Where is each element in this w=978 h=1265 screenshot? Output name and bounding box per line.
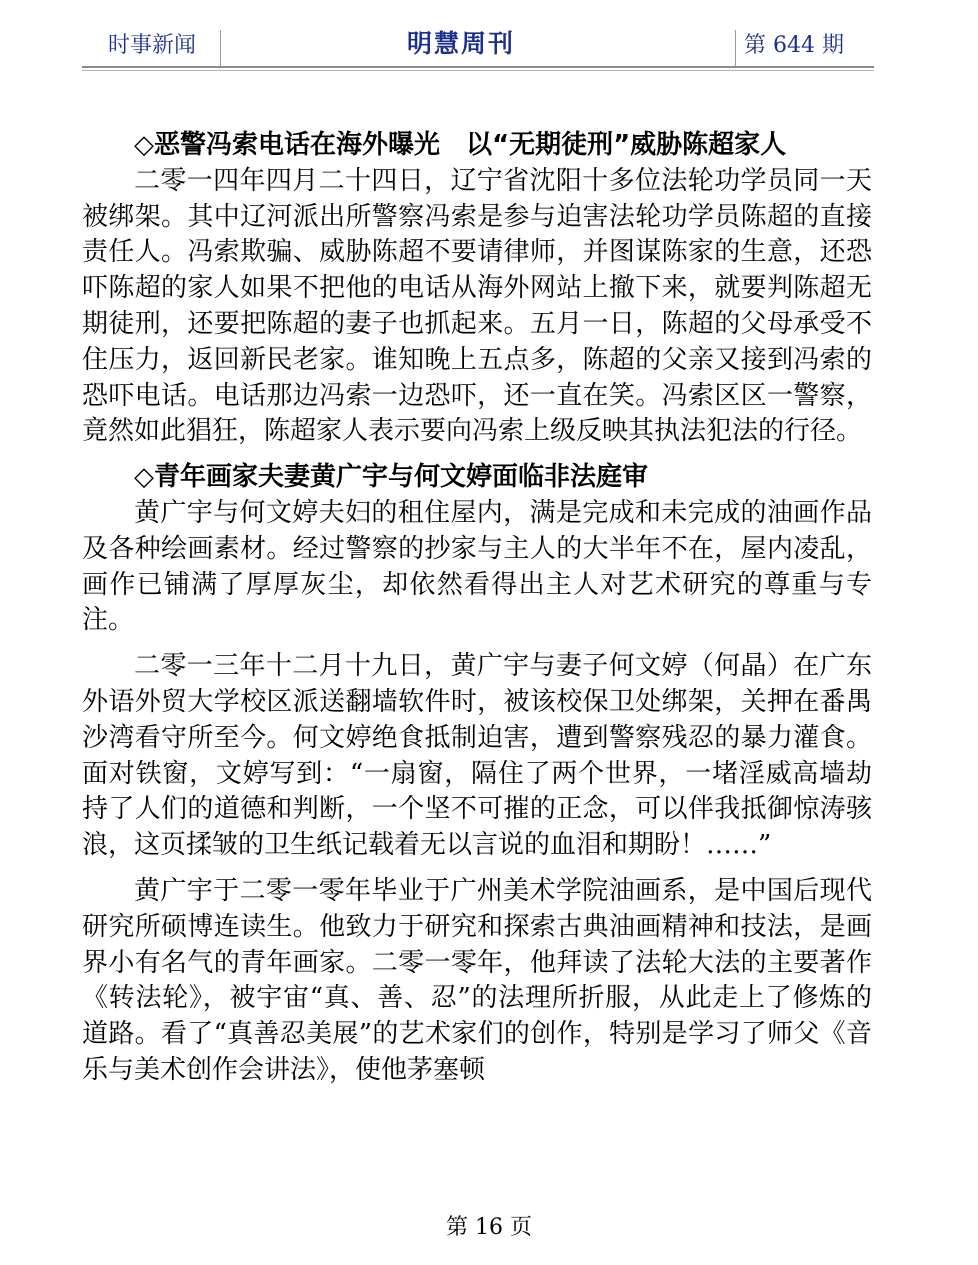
header-divider	[735, 30, 736, 66]
article-paragraph: 黄广宇与何文婷夫妇的租住屋内，满是完成和未完成的油画作品及各种绘画素材。经过警察的抄家与主人的大半年不在，屋内凌乱，画作已铺满了厚厚灰尘，却依然看得出主人对艺术研究的尊重与专注。	[82, 497, 872, 636]
issue-number: 第 644 期	[744, 33, 844, 58]
header-rule	[82, 70, 874, 71]
header-divider	[220, 30, 221, 66]
article-paragraph: 二零一三年十二月十九日，黄广宇与妻子何文婷（何晶）在广东外语外贸大学校区派送翻墙软件时，被该校保卫处绑架，关押在番禺沙湾看守所至今。何文婷绝食抵制迫害，遭到警察残忍的暴力灌食。面对铁窗，文婷写到：“一扇窗，隔住了两个世界，一堵淫威高墙劫持了人们的道德和判断，一个坚不可摧的正念，可以伴我抵御惊涛骇浪，这页揉皱的卫生纸记载着无以言说的血泪和期盼！……”	[82, 651, 872, 861]
article-body	[82, 128, 872, 1089]
page-number: 第 16 页	[446, 1215, 532, 1240]
article-paragraph: 二零一四年四月二十四日，辽宁省沈阳十多位法轮功学员同一天被绑架。其中辽河派出所警察冯索是参与迫害法轮功学员陈超的直接责任人。冯索欺骗、威胁陈超不要请律师，并图谋陈家的生意，还恐吓陈超的家人如果不把他的电话从海外网站上撤下来，就要判陈超无期徒刑，还要把陈超的妻子也抓起来。五月一日，陈超的父母承受不住压力，返回新民老家。谁知晚上五点多，陈超的父亲又接到冯索的恐吓电话。电话那边冯索一边恐吓，还一直在笑。冯索区区一警察，竟然如此猖狂，陈超家人表示要向冯索上级反映其执法犯法的行径。	[82, 165, 872, 447]
article-title: ◇青年画家夫妻黄广宇与何文婷面临非法庭审	[134, 462, 648, 493]
publication-masthead: 明慧周刊	[407, 29, 516, 58]
section-label: 时事新闻	[108, 33, 197, 58]
page-header	[82, 24, 874, 68]
article-title: ◇恶警冯索电话在海外曝光 以“无期徒刑”威胁陈超家人	[134, 130, 787, 160]
article-paragraph: 黄广宇于二零一零年毕业于广州美术学院油画系，是中国后现代研究所硕博连读生。他致力于研究和探索古典油画精神和技法，是画界小有名气的青年画家。二零一零年，他拜读了法轮大法的主要著作《转法轮》，被宇宙“真、善、忍”的法理所折服，从此走上了修炼的道路。看了“真善忍美展”的艺术家们的创作，特别是学习了师父《音乐与美术创作会讲法》，使他茅塞顿	[82, 875, 872, 1085]
header-rule	[82, 66, 874, 68]
